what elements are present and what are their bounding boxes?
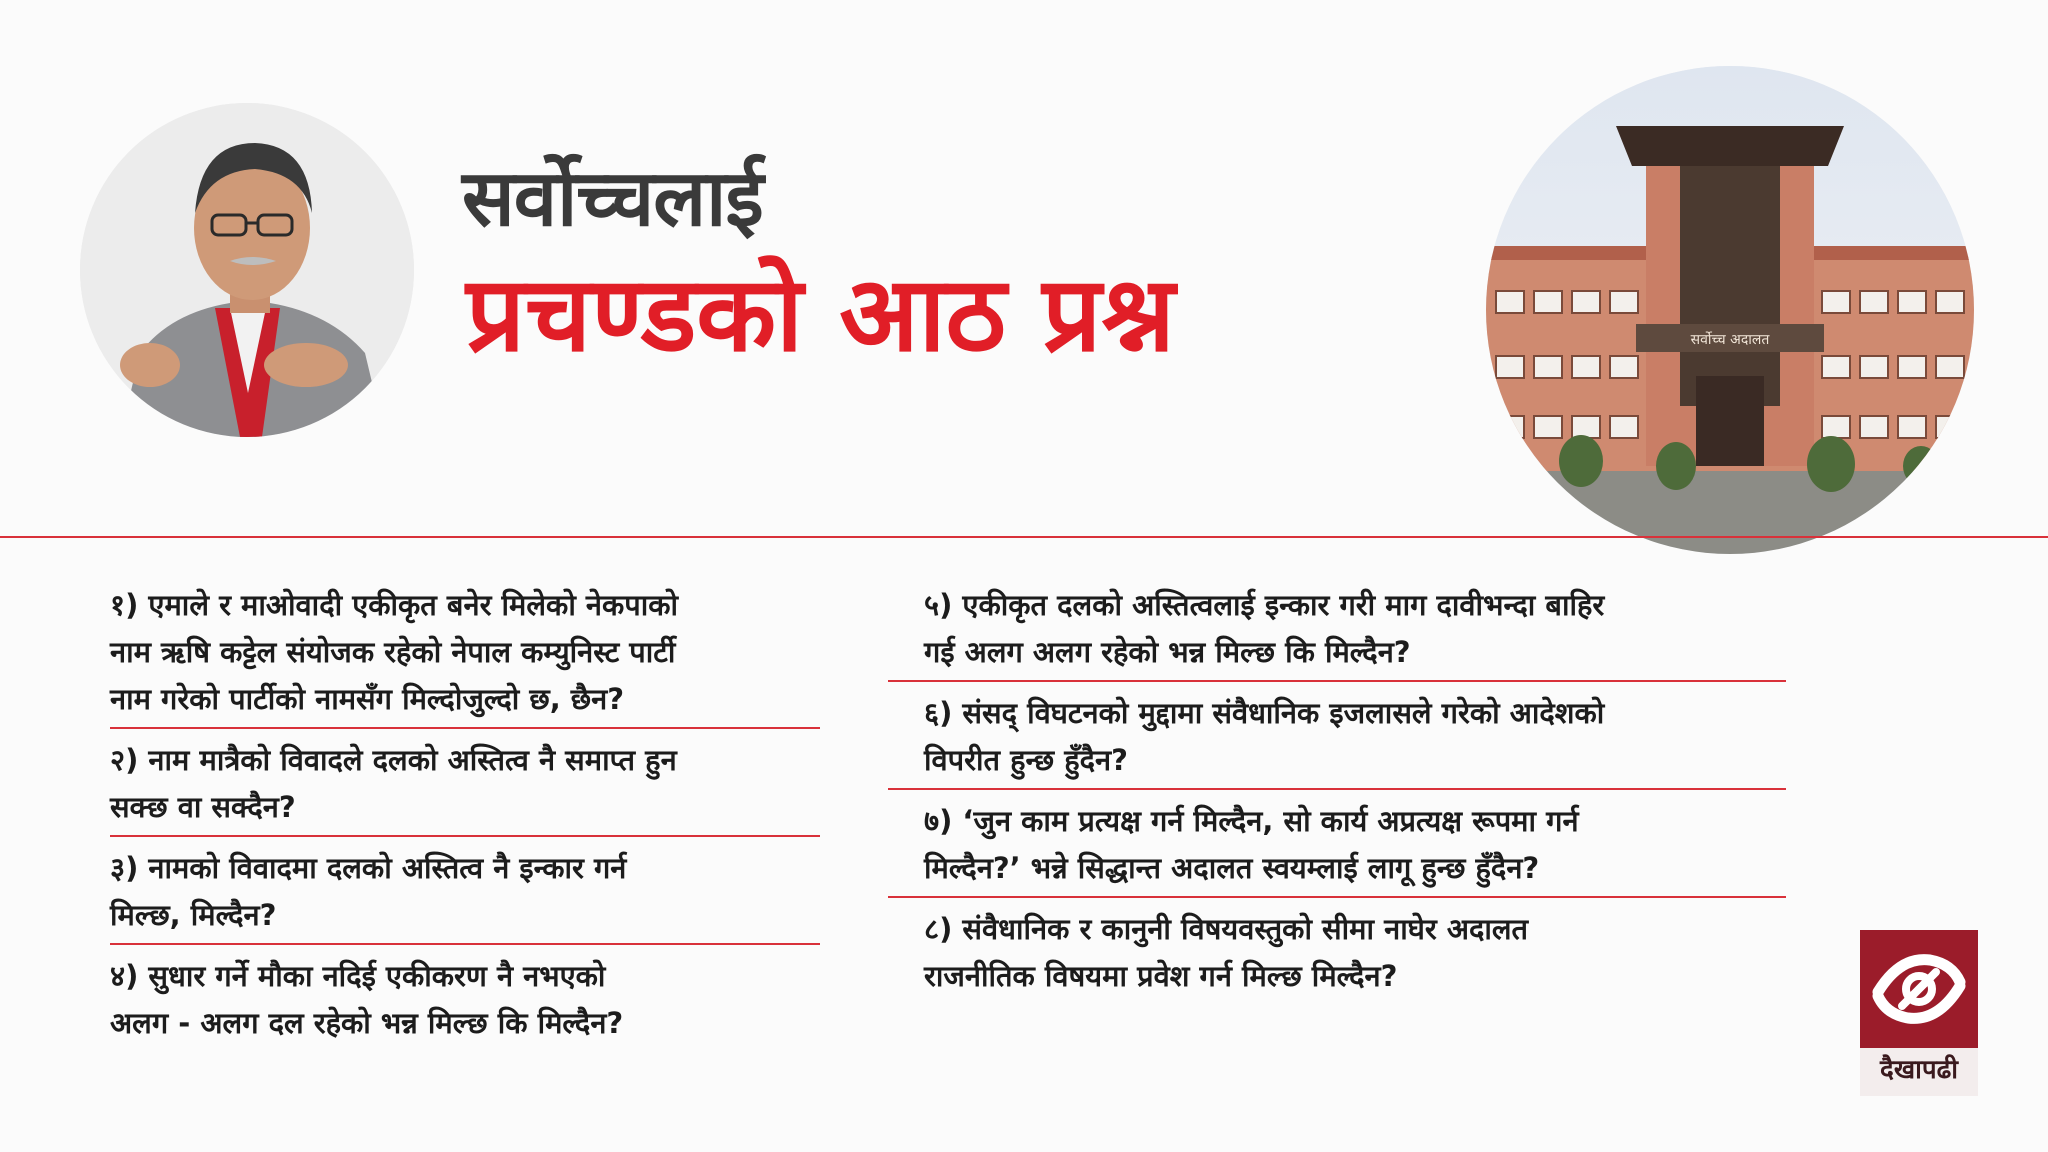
question-1 [110,582,820,727]
question-4 [110,953,820,1047]
question-separator [110,943,820,945]
brand-logo [1860,930,1978,1096]
headline-line-2: प्रचण्डको आठ प्रश्न [466,253,1175,375]
headline-line-1: सर्वोच्चलाई [462,154,763,244]
question-5 [888,582,1786,680]
question-text: ५) एकीकृत दलको अस्तित्वलाई इन्कार गरी माग दावीभन्दा बाहिर गई अलग अलग रहेको भन्न मिल्छ कि मिल्दैन? [924,588,1605,669]
brand-logo-icon [1860,930,1978,1048]
question-separator [110,727,820,729]
question-6 [888,690,1786,788]
question-text: ३) नामको विवादमा दलको अस्तित्व नै इन्कार गर्न मिल्छ, मिल्दैन? [110,851,627,932]
portrait-photo [80,103,414,437]
questions-left-column [110,582,820,1047]
question-text: ८) संवैधानिक र कानुनी विषयवस्तुको सीमा नाघेर अदालत राजनीतिक विषयमा प्रवेश गर्न मिल्छ मिल्दैन? [924,912,1529,993]
question-separator [888,680,1786,682]
question-separator [888,896,1786,898]
header-divider [0,536,2048,538]
question-text: ४) सुधार गर्ने मौका नदिई एकीकरण नै नभएको अलग - अलग दल रहेको भन्न मिल्छ कि मिल्दैन? [110,959,624,1040]
question-text: १) एमाले र माओवादी एकीकृत बनेर मिलेको नेकपाको नाम ऋषि कट्टेल संयोजक रहेको नेपाल कम्युनिस्ट पार्टी नाम गरेको पार्टीको नामसँग मिल्दोजुल्दो छ, छैन? [110,588,679,716]
question-3 [110,845,820,943]
question-separator [888,788,1786,790]
question-text: ६) संसद् विघटनको मुद्दामा संवैधानिक इजलासले गरेको आदेशको विपरीत हुन्छ हुँदैन? [924,696,1605,777]
question-separator [110,835,820,837]
brand-name: दैखापढी [1880,1055,1958,1085]
question-8 [888,906,1786,1000]
supreme-court-photo [1486,66,1974,554]
question-2 [110,737,820,835]
question-7 [888,798,1786,896]
building-sign: सर्वोच्च अदालत [1690,332,1770,348]
question-text: २) नाम मात्रैको विवादले दलको अस्तित्व नै समाप्त हुन सक्छ वा सक्दैन? [110,743,677,824]
question-text: ७) ‘जुन काम प्रत्यक्ष गर्न मिल्दैन, सो कार्य अप्रत्यक्ष रूपमा गर्न मिल्दैन?’ भन्ने सिद्धान्त अदालत स्वयम्लाई लागू हुन्छ हुँदैन? [924,804,1579,885]
questions-right-column [888,582,1786,1000]
